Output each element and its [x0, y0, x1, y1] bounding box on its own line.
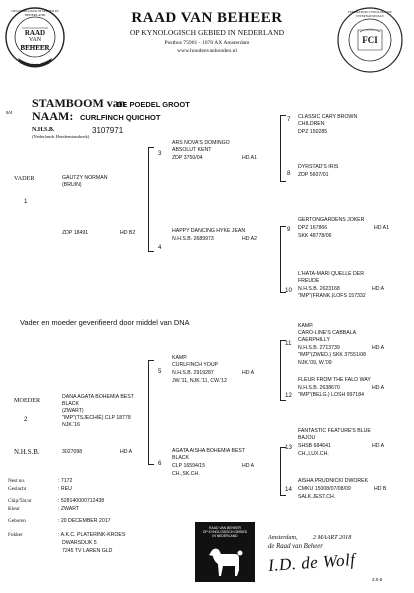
dam-reg: 3027098	[62, 449, 83, 455]
fci-center-text: FCI	[362, 35, 378, 45]
g3-9-reg: DPZ 167866	[298, 225, 328, 231]
g3-10-num: 10	[285, 287, 292, 294]
seal-line-raad: RAAD	[24, 29, 46, 37]
breeder-line1: : A.K.C. PLATERINK-KROES	[58, 532, 126, 538]
g3-12-reg: N.H.S.B. 2638670	[298, 385, 340, 391]
g2-4-num: 4	[158, 244, 162, 251]
g3-12-num: 12	[285, 392, 292, 399]
breeder-line2: DWARSDIJK 5	[62, 540, 97, 546]
sire-name: GAUTZY NORMAN	[62, 175, 108, 181]
g3-8-num: 8	[287, 170, 291, 177]
dna-note: Vader en moeder geverifieerd door middel van DNA	[20, 318, 190, 327]
stamp-line3: IN NEDERLAND	[212, 534, 238, 538]
seal-line-beheer: BEHEER	[20, 44, 50, 52]
bracket-g3-7-8-top	[280, 115, 286, 116]
dam-color: (ZWART)	[62, 408, 84, 414]
g2-5-name1: KAMP.	[172, 355, 188, 361]
dam-health: HD A	[120, 449, 133, 455]
seal-line-van: VAN	[28, 37, 42, 43]
breeder-line3: 7245 TV LAREN GLD	[62, 548, 113, 554]
g3-11-reg: N.H.S.B. 2713739	[298, 345, 340, 351]
g3-13-num: 13	[285, 444, 292, 451]
g3-7-name1: CLASSIC CARY BROWN	[298, 114, 358, 120]
sire-reg: ZDP 18491	[62, 230, 89, 236]
g2-3-reg: ZDP 3750/04	[172, 155, 203, 161]
nhsb-number: 3107971	[92, 126, 124, 135]
bracket-g3-9-10	[280, 226, 281, 292]
g3-11-extra: "IMP"(ZWED.) SKK 37551/08	[298, 352, 366, 358]
g3-10-name2: FREUDE	[298, 278, 320, 284]
org-subtitle: OP KYNOLOGISCH GEBIED IN NEDERLAND	[129, 28, 285, 37]
bracket-sire-bottom	[148, 251, 154, 252]
color-value: : ZWART	[58, 506, 80, 512]
sex-label: Geslacht	[8, 486, 27, 492]
sex-value: : REU	[58, 486, 72, 492]
g3-12-health: HD A	[372, 385, 385, 391]
g3-13-reg: SHSB 684641	[298, 443, 331, 449]
org-website: www.houdenvanhonden.nl	[177, 48, 237, 54]
g3-12-name: FLEUR FROM THE FALO WAY	[298, 377, 371, 383]
g2-6-num: 6	[158, 460, 162, 467]
g3-10-health: HD A	[372, 286, 385, 292]
sire-health: HD B2	[120, 230, 136, 236]
g3-10-extra: "IMP"(FRANK.)LOFS 157332	[298, 293, 366, 299]
g2-6-health: HD A	[242, 463, 255, 469]
nest-label: Nest no.	[8, 478, 26, 484]
rvb-stamp	[195, 522, 255, 582]
g3-9-num: 9	[287, 226, 291, 233]
g3-13-name1: FANTASTIC FEATURE'S BLUE	[298, 428, 371, 434]
form-code: 5/4	[6, 110, 13, 115]
bracket-dam-top	[148, 360, 154, 361]
born-label: Geboren	[8, 518, 26, 524]
sire-label: VADER	[14, 175, 35, 182]
g3-14-titles: SALK.JEST.CH.	[298, 494, 336, 500]
g3-11-name2: CARO-LINE'S CABBALA	[298, 330, 357, 336]
g3-7-num: 7	[287, 116, 291, 123]
g2-6-name1: AGATA AISHA BOHEMIA BEST	[172, 448, 246, 454]
bracket-g3-13-14-bottom	[280, 495, 286, 496]
g2-5-titles: JW.'11, NJK.'11, CW.'12	[172, 378, 227, 384]
g3-7-reg: DPZ 150285	[298, 129, 328, 135]
g3-14-num: 14	[285, 486, 292, 493]
g3-11-titles: NJK.'09, W.'09	[298, 360, 332, 366]
g2-5-reg: N.H.S.B. 2919287	[172, 370, 214, 376]
breed-name: DE POEDEL GROOT	[117, 100, 190, 109]
doc-code: 2.0.5	[372, 577, 383, 582]
rvb-seal-logo	[4, 6, 66, 68]
dam-num: 2	[24, 416, 28, 423]
stamp-line2: OP KYNOLOGISCH GEBIED	[202, 530, 248, 534]
sire-color: (BRUIN)	[62, 182, 82, 188]
bracket-sire	[148, 147, 149, 251]
g3-13-titles: CH.,LUX.CH.	[298, 451, 329, 457]
chip-label: Chip/Tat.nr	[8, 498, 32, 504]
g2-5-name2: CURLFINCH YOUP	[172, 362, 219, 368]
g3-13-health: HD A	[372, 443, 385, 449]
bracket-g3-7-8	[280, 115, 281, 181]
nest-value: : 7172	[58, 478, 73, 484]
g3-12-extra: "IMP"(BELG.) LOSH 997184	[298, 392, 364, 398]
bracket-dam-bottom	[148, 464, 154, 465]
fci-ring-text: FEDERATION CYNOLOGIQUE INTERNATIONALE	[348, 10, 392, 18]
bracket-g3-13-14	[280, 447, 281, 495]
sire-num: 1	[24, 198, 28, 205]
dam-imp: "IMP"(TSJECHIË) CLP 18778	[62, 415, 131, 421]
g3-10-name1: L'HATA-MARI QUELLE DER	[298, 271, 364, 277]
bracket-g3-11-12	[280, 340, 281, 400]
chip-value: : 528140000712438	[58, 498, 105, 504]
g3-7-name2: CHILDREN	[298, 121, 325, 127]
dam-name1: DANA AGATA BOHEMIA BEST	[62, 394, 134, 400]
dam-name2: BLACK	[62, 401, 80, 407]
breeder-label: Fokker	[8, 532, 23, 538]
g3-9-health: HD A1	[374, 225, 389, 231]
g2-4-health: HD A2	[242, 236, 257, 242]
nhsb-label: N.H.S.B.	[32, 127, 55, 133]
g2-6-reg: CLP 16594/15	[172, 463, 206, 469]
naam-label: NAAM:	[32, 109, 74, 123]
g2-5-num: 5	[158, 368, 162, 375]
g3-8-reg: ZDP 5607/01	[298, 172, 329, 178]
bracket-dam	[148, 360, 149, 464]
bracket-g3-11-12-bottom	[280, 400, 286, 401]
g3-11-name3: CAERPHILLY	[298, 337, 330, 343]
seal-ring-text: OP KYNOLOGISCH GEBIED IN NEDERLAND	[11, 9, 59, 17]
dam-imp2: NJK.'16	[62, 422, 81, 428]
stamp-line1: RAAD VAN BEHEER	[209, 526, 241, 530]
g3-14-name: AISHA PRUDNICKI DWOREK	[298, 478, 369, 484]
g3-9-reg2: SKK 48778/06	[298, 233, 332, 239]
signature: I.D. de Wolf	[267, 549, 357, 576]
g2-4-reg: N.H.S.B. 2689973	[172, 236, 214, 242]
poodle-silhouette-icon	[205, 540, 245, 578]
dog-name: CURLFINCH QUICHOT	[80, 113, 161, 122]
g3-9-name: GERTONGARDENS JOKER	[298, 217, 365, 223]
register-note: (Nederlands Hondenstamboek)	[32, 134, 90, 139]
fci-seal-logo	[336, 6, 404, 74]
born-value: : 20 DECEMBER 2017	[58, 518, 111, 524]
g3-10-reg: N.H.S.B. 2623168	[298, 286, 340, 292]
g3-11-health: HD A	[372, 345, 385, 351]
org-address: Postbus 75901 - 1070 AX Amsterdam	[164, 40, 250, 46]
g3-14-health: HD B	[374, 486, 387, 492]
bracket-sire-top	[148, 147, 154, 148]
g2-3-health: HD A1	[242, 155, 257, 161]
bracket-g3-7-8-bottom	[280, 181, 286, 182]
dam-label: MOEDER	[14, 397, 41, 404]
g3-13-name2: BAJOU	[298, 435, 316, 441]
stamboom-label: STAMBOOM van	[32, 96, 126, 110]
g3-11-num: 11	[285, 340, 292, 347]
g3-11-name1: KAMP.	[298, 323, 314, 329]
g3-14-reg: CMKU 15008/07/08/09	[298, 486, 351, 492]
org-title: RAAD VAN BEHEER	[131, 10, 283, 26]
g2-3-num: 3	[158, 150, 162, 157]
g2-3-name2: ABSOLUT KENT	[172, 147, 212, 153]
place-date: Amsterdam, 2 MAART 2018	[268, 534, 352, 541]
seal-year: 1902	[29, 60, 41, 66]
g2-5-health: HD A	[242, 370, 255, 376]
g2-4-name: HAPPY DANCING HYKE JEAN	[172, 228, 246, 234]
dam-nhsb-label: N.H.S.B.	[14, 448, 40, 456]
color-label: Kleur	[8, 506, 20, 512]
g2-6-name2: BLACK	[172, 455, 190, 461]
g2-6-titles: CH.,SK.CH.	[172, 471, 200, 477]
bracket-g3-9-10-top	[280, 226, 286, 227]
g3-8-name: DYRSTAD'S IRIS	[298, 164, 339, 170]
g2-3-name1: ARS NOVA'S DOMINGO	[172, 140, 230, 146]
authority: de Raad van Beheer	[268, 543, 323, 550]
